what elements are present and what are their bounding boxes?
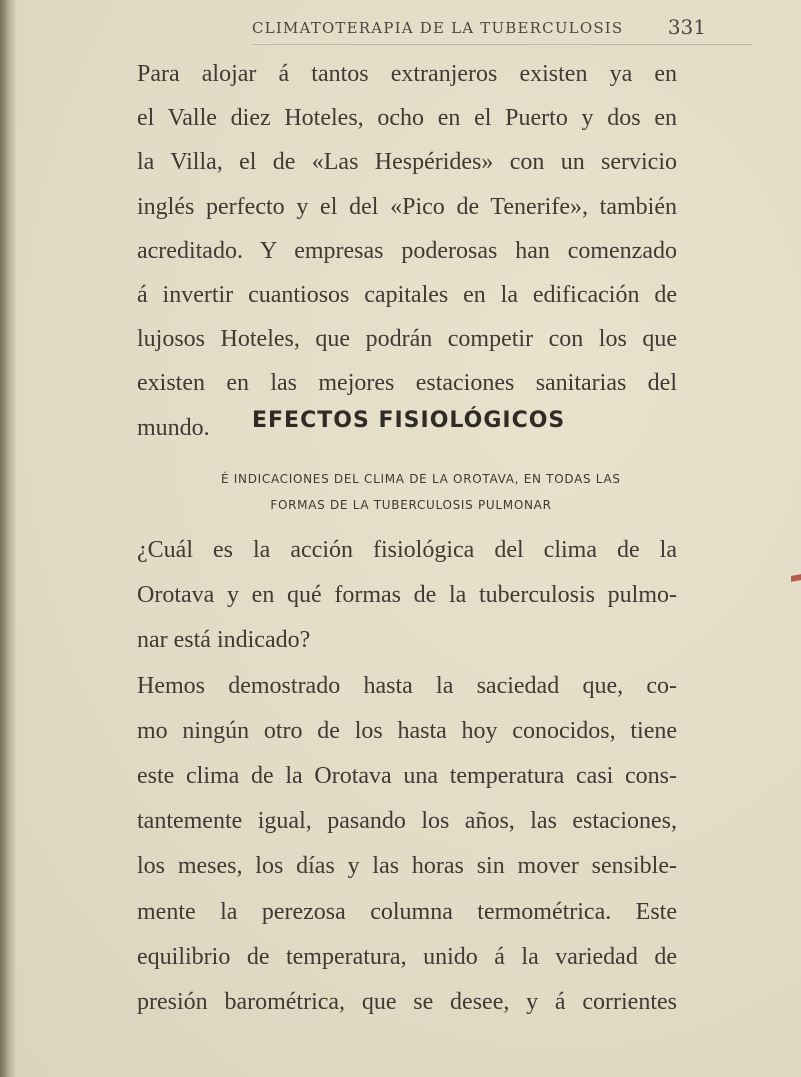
text-line: mundo. [137,414,210,441]
text-line: el Valle diez Hoteles, ocho en el Puerto y dos en [137,105,677,132]
text-line: mo ningún otro de los hasta hoy conocidos, tiene [137,717,677,744]
text-line: presión barométrica, que se desee, y á corrientes [137,988,677,1015]
section-subheading [221,466,621,518]
text-line: la Villa, el de «Las Hespérides» con un servicio [137,149,677,176]
text-line: los meses, los días y las horas sin mover sensible- [137,853,677,880]
text-line: este clima de la Orotava una temperatura casi cons- [137,762,677,789]
subheading-line: FORMAS DE LA TUBERCULOSIS PULMONAR [270,498,552,512]
text-line: Para alojar á tantos extranjeros existen ya en [137,61,677,87]
text-line: equilibrio de temperatura, unido á la variedad de [137,943,677,970]
paragraph-hotels [137,52,677,450]
text-line: Hemos demostrado hasta la saciedad que, co- [137,672,677,699]
text-line: Orotava y en qué formas de la tuberculosis pulmo- [137,582,677,609]
text-line: nar está indicado? [137,627,311,654]
subheading-line: É INDICACIONES DEL CLIMA DE LA OROTAVA, EN TODAS LAS [221,472,621,486]
text-line: á invertir cuantiosos capitales en la edificación de [137,281,677,308]
text-line: tantemente igual, pasando los años, las estaciones, [137,808,677,835]
book-binding-shadow [0,0,16,1077]
text-line: lujosos Hoteles, que podrán competir con los que [137,326,677,353]
text-line: ¿Cuál es la acción fisiológica del clima de la [137,537,677,563]
paragraph-physiological-effects [137,528,677,1025]
text-line: inglés perfecto y el del «Pico de Tenerife», también [137,193,677,220]
text-line: existen en las mejores estaciones sanitarias del [137,370,677,397]
text-line: acreditado. Y empresas poderosas han comenzado [137,237,677,264]
text-line: mente la perezosa columna termométrica. Este [137,898,677,925]
page-header [252,15,772,46]
header-rule [252,44,752,45]
running-title: CLIMATOTERAPIA DE LA TUBERCULOSIS [252,19,624,37]
edge-ink-mark [791,574,801,582]
page-number: 331 [667,15,706,39]
section-heading: EFECTOS FISIOLÓGICOS [252,408,566,433]
